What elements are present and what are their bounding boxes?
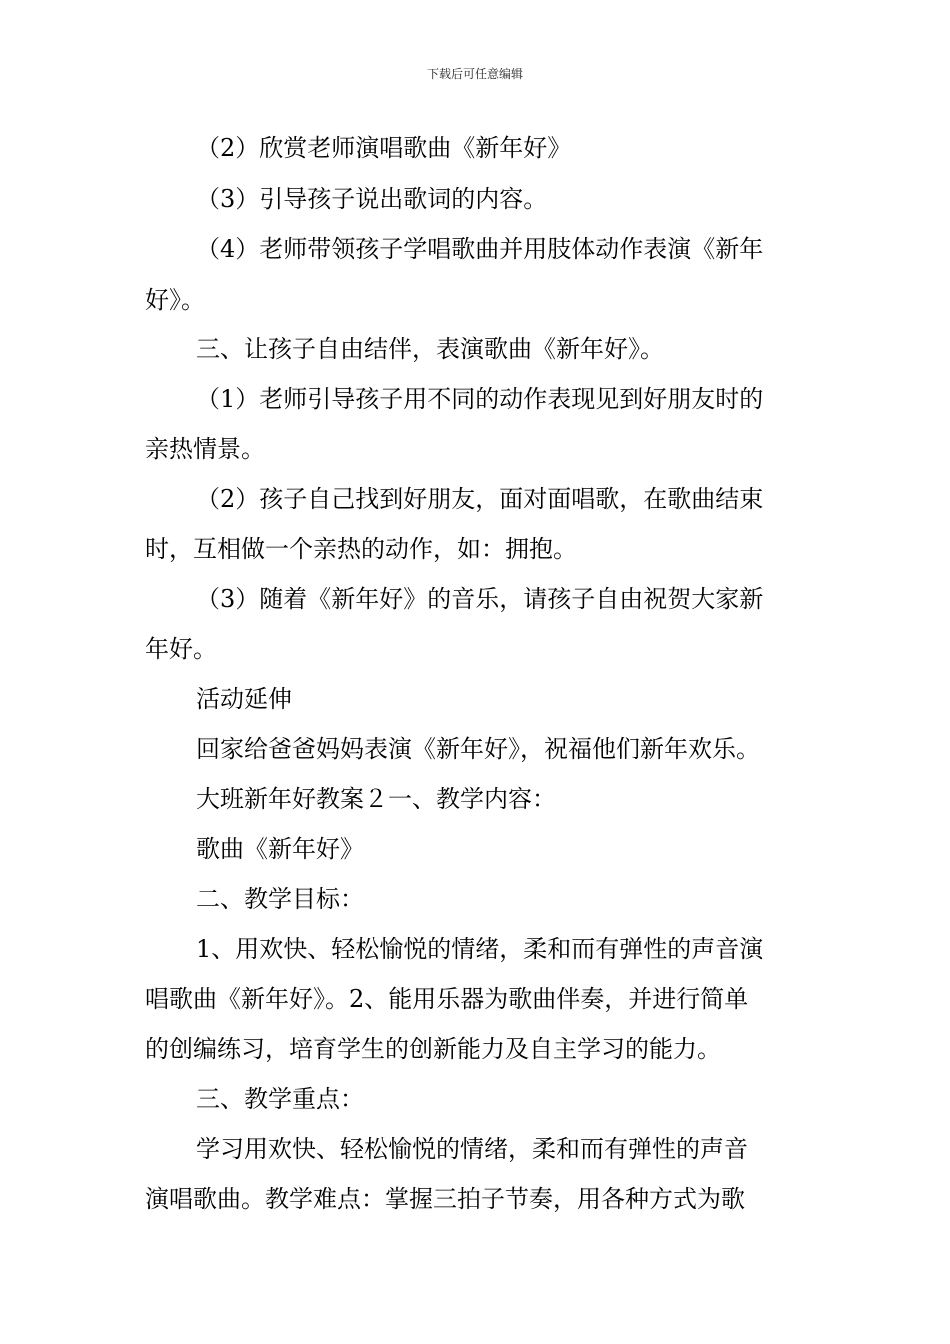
text-line: 三、让孩子自由结伴，表演歌曲《新年好》。: [196, 335, 664, 363]
section-heading: 三、教学重点：: [196, 1085, 364, 1113]
text-line: 回家给爸爸妈妈表演《新年好》，祝福他们新年欢乐。: [196, 735, 760, 763]
text-line: 学习用欢快、轻松愉悦的情绪，柔和而有弹性的声音: [196, 1135, 748, 1163]
text-line: （4）老师带领孩子学唱歌曲并用肢体动作表演《新年: [196, 235, 764, 263]
text-line: 好》。: [145, 286, 205, 314]
text-line: （2）孩子自己找到好朋友，面对面唱歌，在歌曲结束: [196, 485, 764, 513]
text-line: 亲热情景。: [145, 435, 265, 463]
text-line: （1）老师引导孩子用不同的动作表现见到好朋友时的: [196, 385, 764, 413]
page-header-note: 下载后可任意编辑: [426, 67, 523, 81]
text-line: 的创编练习，培育学生的创新能力及自主学习的能力。: [145, 1035, 721, 1063]
text-line: 1、用欢快、轻松愉悦的情绪，柔和而有弹性的声音演: [196, 935, 764, 963]
text-line: （3）随着《新年好》的音乐，请孩子自由祝贺大家新: [196, 585, 764, 613]
text-line: （2）欣赏老师演唱歌曲《新年好》: [196, 134, 572, 162]
section-heading: 活动延伸: [196, 685, 292, 713]
text-line: （3）引导孩子说出歌词的内容。: [196, 185, 548, 213]
text-line: 歌曲《新年好》: [196, 835, 364, 863]
text-line: 唱歌曲《新年好》。2、能用乐器为歌曲伴奏，并进行简单: [145, 985, 749, 1013]
text-line: 时，互相做一个亲热的动作，如：拥抱。: [145, 535, 577, 563]
section-heading: 二、教学目标：: [196, 885, 364, 913]
text-line: 年好。: [145, 635, 217, 663]
text-line: 演唱歌曲。教学难点：掌握三拍子节奏，用各种方式为歌: [145, 1185, 745, 1213]
text-line: 大班新年好教案２一、教学内容：: [196, 785, 556, 813]
